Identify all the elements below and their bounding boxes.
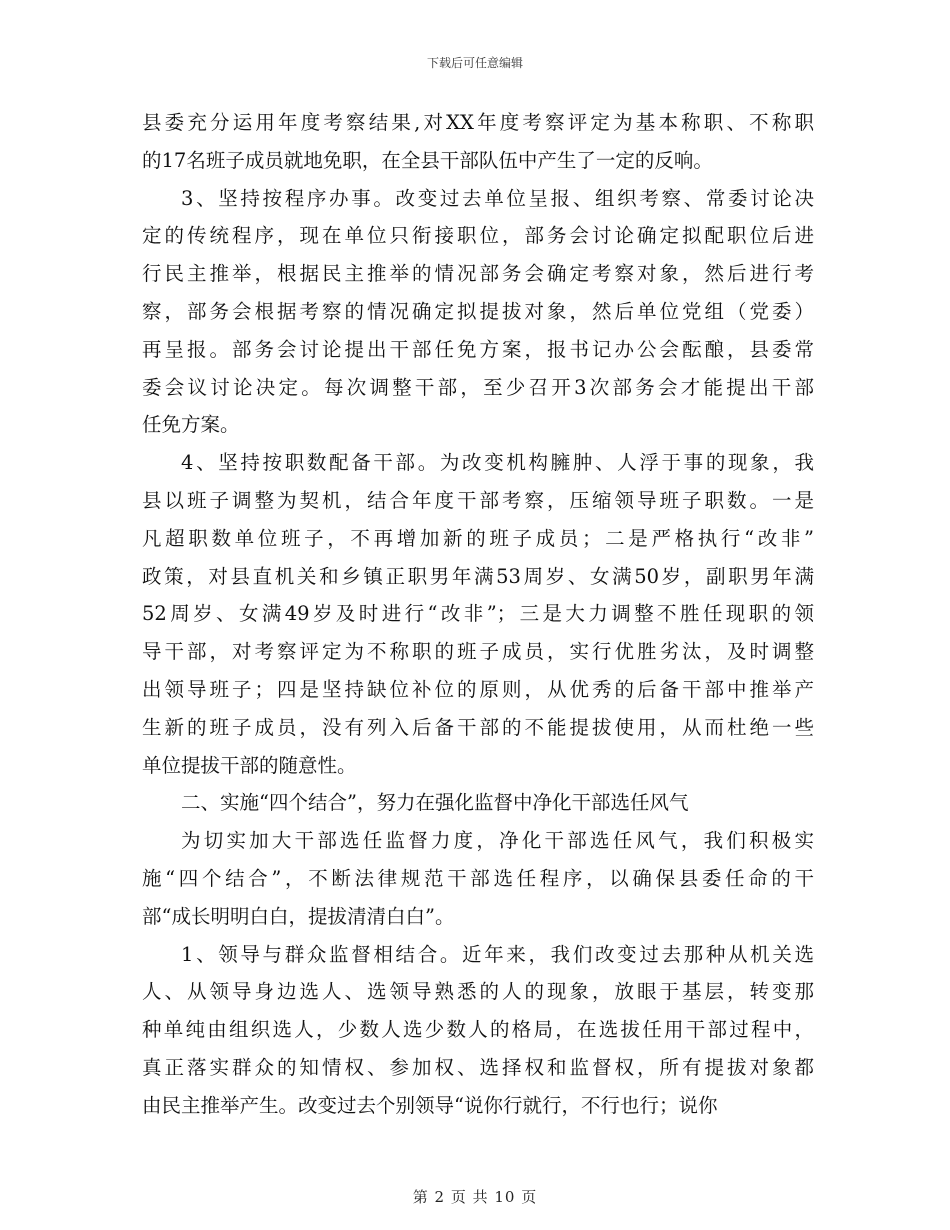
text-line: 4、坚持按职数配备干部。为改变机构臃肿、人浮于事的现象，我 bbox=[181, 451, 814, 475]
text-line: 出领导班子；四是坚持缺位补位的原则，从优秀的后备干部中推举产 bbox=[142, 677, 814, 701]
text-line: 的17名班子成员就地免职，在全县干部队伍中产生了一定的反响。 bbox=[142, 148, 713, 172]
text-line: 定的传统程序，现在单位只衔接职位，部务会讨论确定拟配职位后进 bbox=[142, 224, 814, 248]
text-line: 种单纯由组织选人，少数人选少数人的格局，在选拔任用干部过程中， bbox=[142, 1018, 814, 1042]
text-line: 部“成长明明白白，提拔清清白白”。 bbox=[142, 904, 455, 928]
paragraph bbox=[142, 444, 814, 784]
text-line: 凡超职数单位班子，不再增加新的班子成员；二是严格执行“改非” bbox=[142, 526, 814, 550]
text-line: 再呈报。部务会讨论提出干部任免方案，报书记办公会酝酿，县委常 bbox=[142, 337, 814, 361]
text-line: 察，部务会根据考察的情况确定拟提拔对象，然后单位党组（党委） bbox=[142, 299, 814, 323]
text-line: 委会议讨论决定。每次调整干部，至少召开3次部务会才能提出干部 bbox=[142, 375, 814, 399]
paragraph bbox=[142, 822, 814, 935]
page-number: 第 2 页 共 10 页 bbox=[412, 1188, 538, 1206]
text-line: 52周岁、女满49岁及时进行“改非”；三是大力调整不胜任现职的领 bbox=[142, 602, 814, 626]
text-line: 生新的班子成员，没有列入后备干部的不能提拔使用，从而杜绝一些 bbox=[142, 715, 814, 739]
text-line: 任免方案。 bbox=[142, 413, 240, 437]
text-line: 导干部，对考察评定为不称职的班子成员，实行优胜劣汰，及时调整 bbox=[142, 640, 814, 664]
text-line: 1、领导与群众监督相结合。近年来，我们改变过去那种从机关选 bbox=[181, 942, 814, 966]
text-line: 行民主推举，根据民主推举的情况部务会确定考察对象，然后进行考 bbox=[142, 262, 814, 286]
text-line: 施“四个结合”，不断法律规范干部选任程序，以确保县委任命的干 bbox=[142, 866, 814, 890]
text-line: 县以班子调整为契机，结合年度干部考察，压缩领导班子职数。一是 bbox=[142, 488, 814, 512]
text-line: 真正落实群众的知情权、参加权、选择权和监督权，所有提拔对象都 bbox=[142, 1055, 814, 1079]
text-line: 二、实施“四个结合”，努力在强化监督中净化干部选任风气 bbox=[181, 791, 689, 815]
text-line: 县委充分运用年度考察结果,对XX年度考察评定为基本称职、不称职 bbox=[142, 111, 814, 134]
document-body bbox=[142, 104, 814, 1125]
page-header-note: 下载后可任意编辑 bbox=[426, 56, 523, 70]
text-line: 为切实加大干部选任监督力度，净化干部选任风气，我们积极实 bbox=[181, 829, 814, 853]
paragraph bbox=[142, 104, 814, 180]
text-line: 由民主推举产生。改变过去个别领导“说你行就行，不行也行；说你 bbox=[142, 1093, 718, 1117]
paragraph bbox=[142, 936, 814, 1125]
text-line: 人、从领导身边选人、选领导熟悉的人的现象，放眼于基层，转变那 bbox=[142, 980, 814, 1004]
paragraph bbox=[142, 180, 814, 445]
text-line: 单位提拔干部的随意性。 bbox=[142, 753, 357, 777]
paragraph bbox=[142, 784, 814, 822]
text-line: 政策，对县直机关和乡镇正职男年满53周岁、女满50岁，副职男年满 bbox=[142, 564, 814, 588]
text-line: 3、坚持按程序办事。改变过去单位呈报、组织考察、常委讨论决 bbox=[181, 186, 814, 210]
